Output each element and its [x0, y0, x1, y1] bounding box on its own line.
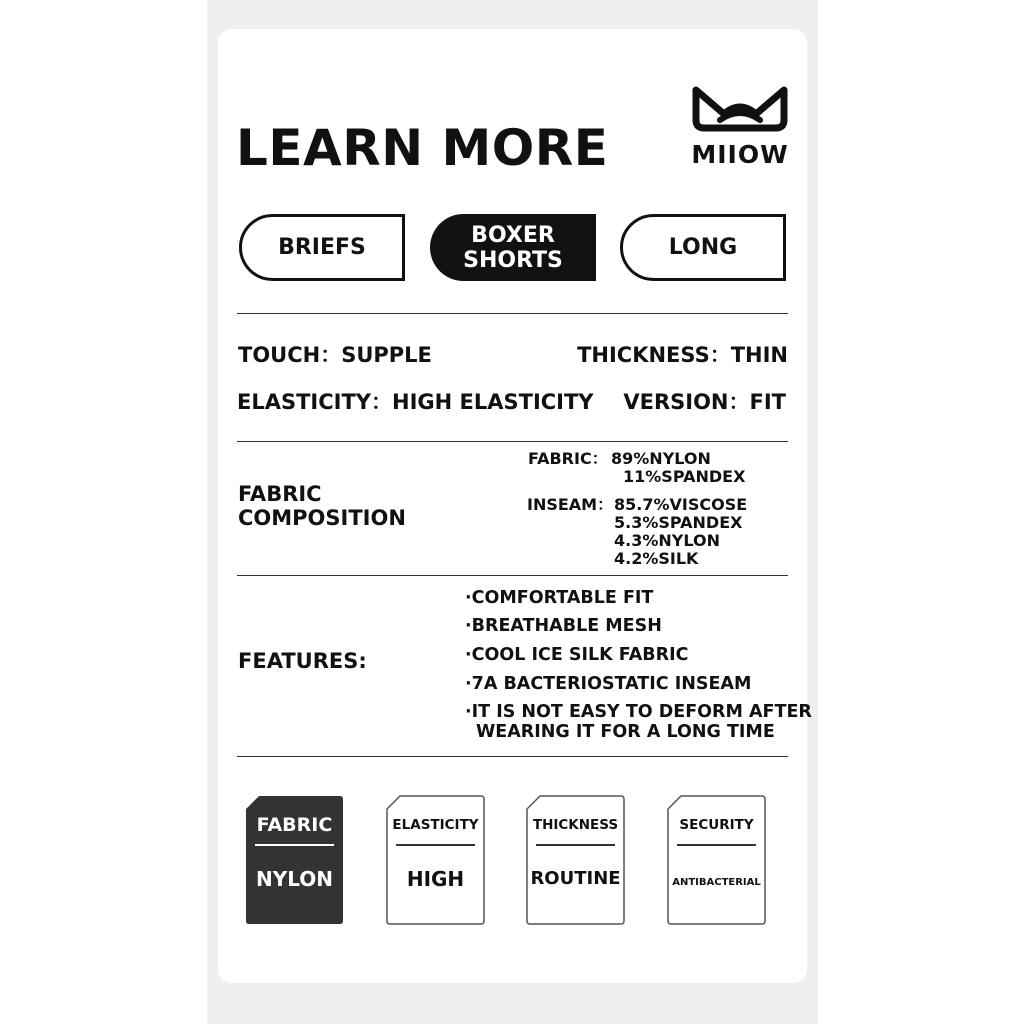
divider — [237, 313, 788, 314]
badge-title: FABRIC — [256, 814, 333, 836]
badge-title: SECURITY — [679, 817, 754, 833]
badge-divider — [255, 844, 334, 846]
feature-item-continuation: WEARING IT FOR A LONG TIME — [476, 722, 775, 742]
divider — [237, 756, 788, 757]
badge-divider — [536, 844, 615, 846]
badge-title: THICKNESS — [532, 817, 619, 833]
thickness-badge — [526, 795, 625, 925]
security-badge — [667, 795, 766, 925]
touch-property: TOUCH：SUPPLE — [238, 343, 432, 367]
page-title: LEARN MORE — [236, 119, 609, 177]
inseam-value: 5.3%SPANDEX — [614, 513, 743, 532]
badge-value: HIGH — [406, 867, 465, 891]
divider — [237, 441, 788, 442]
inseam-values — [614, 496, 747, 568]
fabric-values — [611, 450, 745, 486]
inseam-value: 85.7%VISCOSE — [614, 495, 748, 514]
divider — [237, 575, 788, 576]
elasticity-property: ELASTICITY：HIGH ELASTICITY — [237, 390, 594, 414]
cat-ears-icon — [690, 84, 790, 136]
fabric-value: 11%SPANDEX — [623, 467, 746, 486]
brand-logo — [690, 84, 790, 140]
tab-boxer-label-line2: SHORTS — [463, 247, 563, 273]
feature-item: ·IT IS NOT EASY TO DEFORM AFTER — [465, 702, 812, 722]
brand-name: MIIOW — [691, 140, 789, 169]
inseam-key: INSEAM： — [527, 495, 614, 514]
version-property: VERSION：FIT — [623, 390, 786, 414]
feature-item: ·BREATHABLE MESH — [465, 616, 662, 636]
badge-value: ROUTINE — [530, 868, 621, 889]
feature-item: ·COMFORTABLE FIT — [465, 588, 654, 608]
fabric-composition-label-line1: FABRIC — [238, 482, 322, 506]
fabric-key: FABRIC： — [528, 449, 608, 468]
tab-long[interactable] — [620, 214, 786, 281]
badge-value: NYLON — [256, 867, 333, 891]
inseam-value: 4.3%NYLON — [614, 531, 720, 550]
fabric-value: 89%NYLON — [611, 449, 711, 468]
badge-title: ELASTICITY — [392, 817, 479, 833]
feature-item: ·COOL ICE SILK FABRIC — [465, 645, 689, 665]
fabric-badge — [245, 795, 344, 925]
badge-divider — [677, 844, 756, 846]
badge-divider — [396, 844, 475, 846]
tab-boxer-shorts[interactable] — [430, 214, 596, 281]
tab-briefs-label: BRIEFS — [278, 235, 366, 260]
tab-briefs[interactable] — [239, 214, 405, 281]
fabric-composition-label — [238, 482, 406, 530]
badge-value: ANTIBACTERIAL — [672, 877, 761, 888]
tab-boxer-label-line1: BOXER — [471, 222, 555, 248]
fabric-composition-label-line2: COMPOSITION — [238, 506, 406, 530]
tab-long-label: LONG — [668, 235, 738, 260]
feature-item: ·7A BACTERIOSTATIC INSEAM — [465, 674, 752, 694]
elasticity-badge — [386, 795, 485, 925]
thickness-property: THICKNESS：THIN — [577, 343, 788, 367]
inseam-value: 4.2%SILK — [614, 549, 699, 568]
features-label: FEATURES: — [238, 649, 367, 673]
